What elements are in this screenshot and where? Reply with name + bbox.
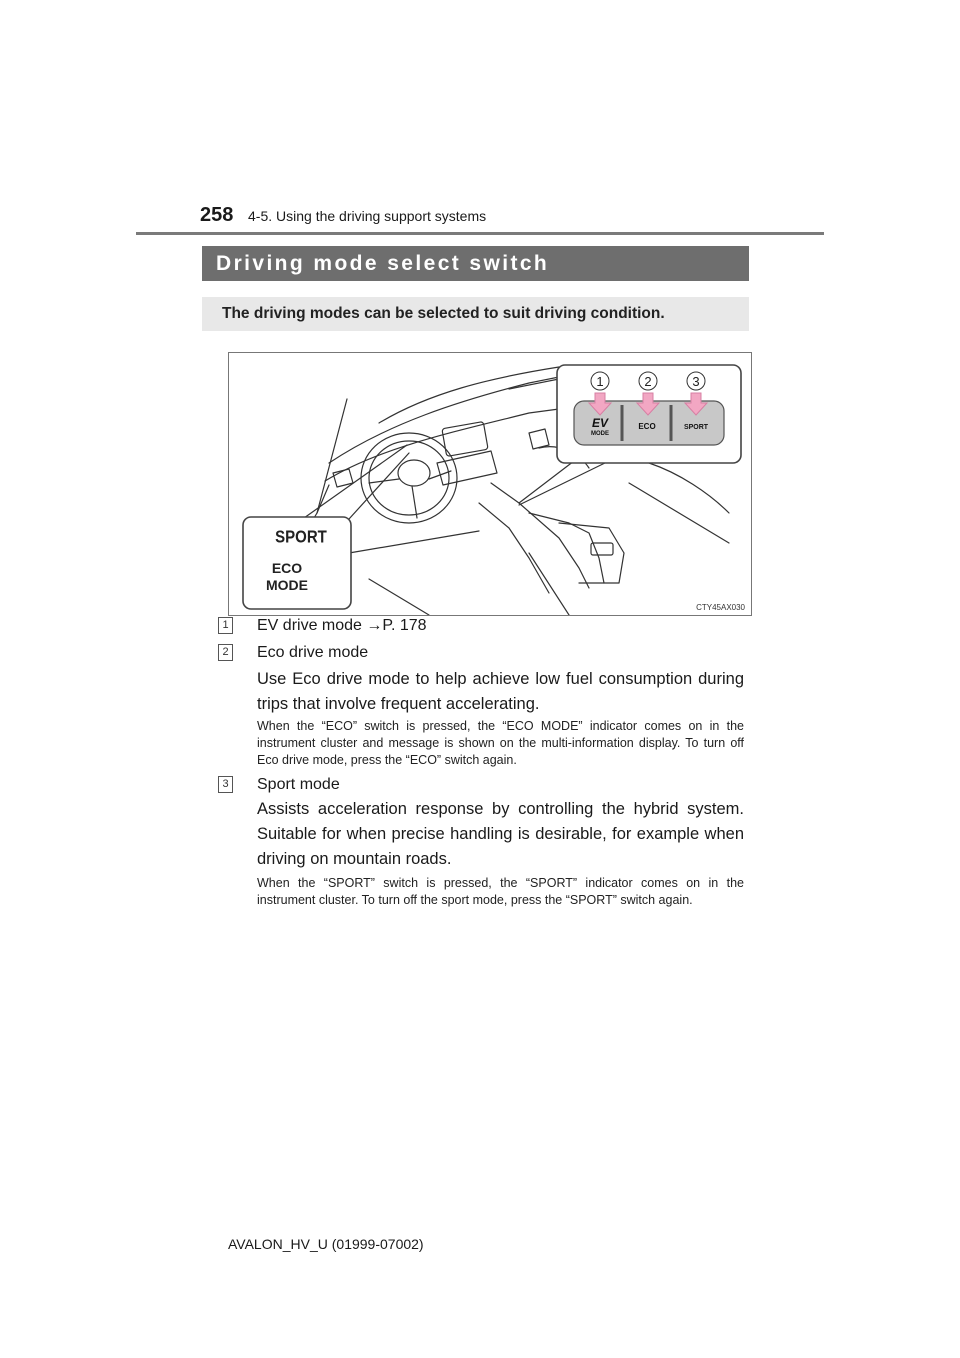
ev-switch-label: EV bbox=[591, 416, 609, 430]
section-reference: 4-5. Using the driving support systems bbox=[248, 208, 487, 224]
ev-switch-sublabel: MODE bbox=[591, 431, 609, 437]
figure-code: CTY45AX030 bbox=[696, 603, 745, 612]
item-title: Sport mode bbox=[257, 776, 340, 793]
page-number: 258 bbox=[200, 204, 234, 226]
item-number-box: 1 bbox=[218, 617, 233, 634]
header-rule bbox=[136, 232, 824, 235]
mode-indicator-label: MODE bbox=[266, 577, 308, 593]
item-number-box: 2 bbox=[218, 644, 233, 661]
sport-indicator-label: SPORT bbox=[275, 527, 327, 548]
section-title: Driving mode select switch bbox=[216, 252, 550, 275]
dashboard-drawing bbox=[229, 353, 751, 615]
item-body: Use Eco drive mode to help achieve low fuel consumption during trips that involve frequent accelerating. bbox=[257, 670, 744, 713]
footer-doc-id: AVALON_HV_U (01999-07002) bbox=[228, 1236, 424, 1252]
item-note: When the “SPORT” switch is pressed, the “SPORT” indicator comes on in the instrument cluster. To turn off the sport mode, press the “SPORT” switch again. bbox=[257, 876, 744, 907]
item-title: Eco drive mode bbox=[257, 644, 369, 661]
callout-number-3: 3 bbox=[692, 374, 700, 389]
eco-indicator-label: ECO bbox=[271, 560, 303, 576]
callout-number-1: 1 bbox=[596, 374, 604, 389]
intro-box bbox=[202, 297, 749, 331]
callout-number-2: 2 bbox=[644, 374, 652, 389]
item-number-box: 3 bbox=[218, 776, 233, 793]
intro-text: The driving modes can be selected to suit driving condition. bbox=[222, 305, 665, 322]
item-note: When the “ECO” switch is pressed, the “ECO MODE” indicator comes on in the instrument cluster and message is shown on the multi-information display. To turn off Eco drive mode, press the “ECO” switch again. bbox=[257, 719, 744, 767]
sport-switch-label: SPORT bbox=[683, 424, 709, 431]
section-title-bar bbox=[202, 246, 749, 281]
item-body: Assists acceleration response by controlling the hybrid system. Suitable for when precise handling is desirable, for example when driving on mountain roads. bbox=[257, 800, 744, 868]
item-title: EV drive mode →P. 178 bbox=[257, 617, 427, 634]
eco-switch-label: ECO bbox=[638, 422, 656, 431]
dashboard-illustration bbox=[228, 352, 752, 616]
